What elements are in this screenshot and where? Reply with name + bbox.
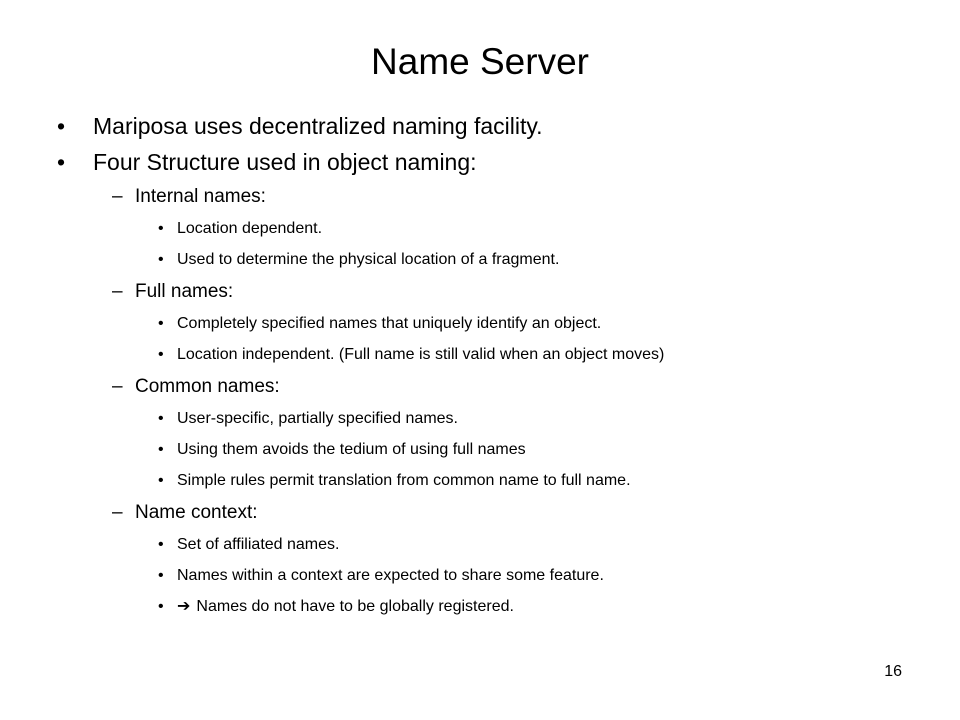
bullet-item xyxy=(0,144,960,180)
sub-bullet-item xyxy=(0,560,960,591)
bullet-item xyxy=(0,108,960,144)
bullet-marker: • xyxy=(57,113,66,139)
right-arrow-icon: ➔ xyxy=(177,598,191,615)
section-heading-text: Name context: xyxy=(135,502,258,523)
bullet-text: Four Structure used in object naming: xyxy=(93,149,477,175)
sub-bullet-text: Names within a context are expected to share some feature. xyxy=(177,567,604,584)
section-heading-text: Full names: xyxy=(135,281,234,302)
sub-bullet-marker: • xyxy=(158,536,164,553)
sub-bullet-marker: • xyxy=(158,315,164,332)
dash-marker: – xyxy=(112,502,123,523)
sub-bullet-marker: • xyxy=(158,410,164,427)
sub-bullet-item xyxy=(0,434,960,465)
bullet-marker: • xyxy=(57,149,66,175)
sub-bullet-marker: • xyxy=(158,220,164,237)
sub-bullet-marker: • xyxy=(158,472,164,489)
dash-marker: – xyxy=(112,281,123,302)
section-heading-text: Internal names: xyxy=(135,186,266,207)
sub-bullet-text: Used to determine the physical location of a fragment. xyxy=(177,251,560,268)
sub-bullet-text: User-specific, partially specified names. xyxy=(177,410,458,427)
sub-bullet-text: Location dependent. xyxy=(177,220,323,237)
dash-marker: – xyxy=(112,186,123,207)
sub-bullet-text: Names do not have to be globally registered. xyxy=(196,598,514,615)
sub-bullet-text-with-arrow xyxy=(177,591,514,622)
sub-bullet-text: Completely specified names that uniquely identify an object. xyxy=(177,315,602,332)
sub-bullet-marker: • xyxy=(158,567,164,584)
section-heading-internal-names xyxy=(0,180,960,213)
slide-content xyxy=(0,108,960,622)
sub-bullet-item xyxy=(0,529,960,560)
sub-bullet-marker: • xyxy=(158,251,164,268)
sub-bullet-text: Simple rules permit translation from common name to full name. xyxy=(177,472,631,489)
section-heading-text: Common names: xyxy=(135,376,280,397)
sub-bullet-item xyxy=(0,244,960,275)
dash-marker: – xyxy=(112,376,123,397)
sub-bullet-text: Using them avoids the tedium of using full names xyxy=(177,441,526,458)
sub-bullet-item xyxy=(0,213,960,244)
slide-title: Name Server xyxy=(371,41,589,82)
sub-bullet-marker: • xyxy=(158,346,164,363)
sub-bullet-item xyxy=(0,403,960,434)
sub-bullet-item xyxy=(0,465,960,496)
sub-bullet-text: Set of affiliated names. xyxy=(177,536,340,553)
section-heading-common-names xyxy=(0,370,960,403)
sub-bullet-text: Location independent. (Full name is still valid when an object moves) xyxy=(177,346,665,363)
sub-bullet-item xyxy=(0,339,960,370)
sub-bullet-marker: • xyxy=(158,441,164,458)
sub-bullet-item xyxy=(0,591,960,622)
sub-bullet-item xyxy=(0,308,960,339)
page-number: 16 xyxy=(884,663,902,680)
sub-bullet-marker: • xyxy=(158,598,164,615)
bullet-text: Mariposa uses decentralized naming facility. xyxy=(93,113,543,139)
section-heading-full-names xyxy=(0,275,960,308)
section-heading-name-context xyxy=(0,496,960,529)
